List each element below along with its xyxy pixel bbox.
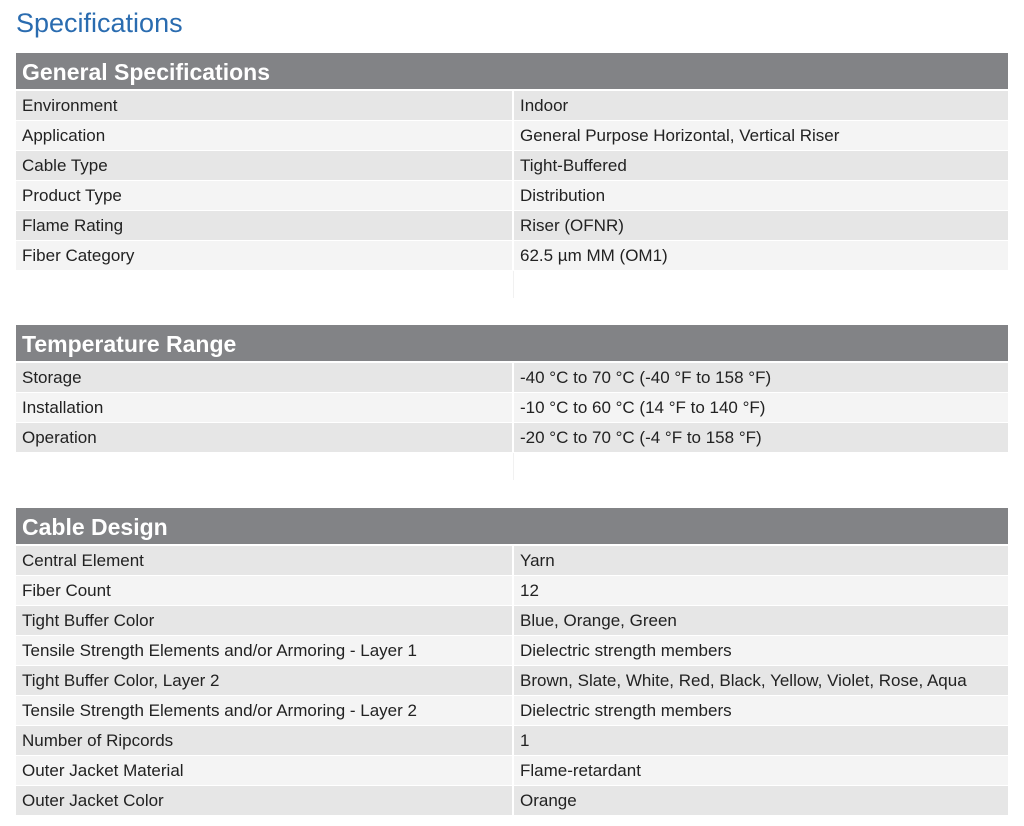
spec-label: Outer Jacket Color — [16, 786, 513, 816]
table-row — [16, 121, 1008, 151]
spec-label: Cable Type — [16, 151, 513, 181]
table-row — [16, 393, 1008, 423]
spec-value: Blue, Orange, Green — [513, 606, 1008, 636]
spec-label: Central Element — [16, 546, 513, 576]
spec-value: Indoor — [513, 91, 1008, 121]
spec-label: Tight Buffer Color, Layer 2 — [16, 666, 513, 696]
spec-label: Installation — [16, 393, 513, 423]
table-row — [16, 786, 1008, 816]
table-spacer-row — [16, 271, 1008, 299]
table-row — [16, 423, 1008, 453]
section-header-general: General Specifications — [16, 53, 1008, 91]
table-row — [16, 151, 1008, 181]
spec-value: Tight-Buffered — [513, 151, 1008, 181]
spacer-cell — [16, 453, 513, 481]
spec-value: 62.5 µm MM (OM1) — [513, 241, 1008, 271]
table-row — [16, 241, 1008, 271]
spec-label: Tensile Strength Elements and/or Armoring - Layer 2 — [16, 696, 513, 726]
spec-label: Fiber Count — [16, 576, 513, 606]
table-row — [16, 546, 1008, 576]
spec-label: Number of Ripcords — [16, 726, 513, 756]
section-header-cable-design: Cable Design — [16, 508, 1008, 546]
spec-label: Tensile Strength Elements and/or Armoring - Layer 1 — [16, 636, 513, 666]
cable-design-section — [16, 508, 1008, 816]
spec-value: Orange — [513, 786, 1008, 816]
table-row — [16, 606, 1008, 636]
spec-value: Dielectric strength members — [513, 636, 1008, 666]
spec-label: Flame Rating — [16, 211, 513, 241]
table-row — [16, 91, 1008, 121]
spec-value: -40 °C to 70 °C (-40 °F to 158 °F) — [513, 363, 1008, 393]
spec-value: 12 — [513, 576, 1008, 606]
table-row — [16, 696, 1008, 726]
spec-label: Tight Buffer Color — [16, 606, 513, 636]
table-row — [16, 576, 1008, 606]
spec-label: Storage — [16, 363, 513, 393]
general-specifications-section — [16, 53, 1008, 299]
table-row — [16, 666, 1008, 696]
spec-label: Operation — [16, 423, 513, 453]
spec-value: 1 — [513, 726, 1008, 756]
table-row — [16, 211, 1008, 241]
spec-value: Brown, Slate, White, Red, Black, Yellow, Violet, Rose, Aqua — [513, 666, 1008, 696]
spec-value: Distribution — [513, 181, 1008, 211]
table-row — [16, 636, 1008, 666]
section-header-temperature: Temperature Range — [16, 325, 1008, 363]
spec-label: Environment — [16, 91, 513, 121]
spacer-cell — [16, 271, 513, 299]
spec-value: General Purpose Horizontal, Vertical Riser — [513, 121, 1008, 151]
spec-value: -20 °C to 70 °C (-4 °F to 158 °F) — [513, 423, 1008, 453]
table-row — [16, 363, 1008, 393]
table-row — [16, 756, 1008, 786]
table-spacer-row — [16, 453, 1008, 481]
spec-value: Riser (OFNR) — [513, 211, 1008, 241]
spacer-cell — [513, 453, 1008, 481]
cable-design-table — [16, 546, 1008, 816]
spec-label: Application — [16, 121, 513, 151]
table-row — [16, 181, 1008, 211]
temperature-range-section — [16, 325, 1008, 481]
spec-label: Fiber Category — [16, 241, 513, 271]
spec-value: Flame-retardant — [513, 756, 1008, 786]
temperature-range-table — [16, 363, 1008, 481]
page-title: Specifications — [16, 8, 183, 38]
spec-value: Yarn — [513, 546, 1008, 576]
spec-value: Dielectric strength members — [513, 696, 1008, 726]
spec-label: Outer Jacket Material — [16, 756, 513, 786]
spacer-cell — [513, 271, 1008, 299]
table-row — [16, 726, 1008, 756]
spec-value: -10 °C to 60 °C (14 °F to 140 °F) — [513, 393, 1008, 423]
spec-label: Product Type — [16, 181, 513, 211]
general-specifications-table — [16, 91, 1008, 299]
